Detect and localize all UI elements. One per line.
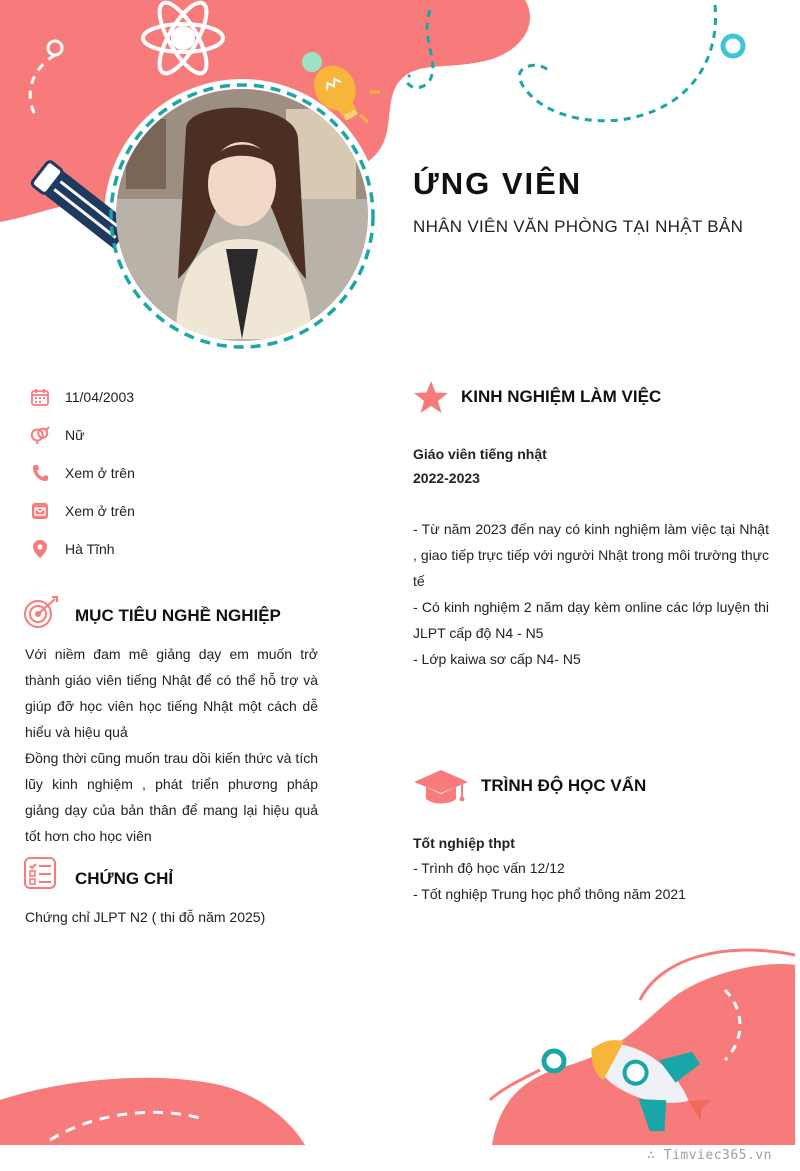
location-value: Hà Tĩnh <box>65 541 115 557</box>
birthdate-value: 11/04/2003 <box>65 389 135 405</box>
checklist-icon <box>24 857 56 894</box>
experience-line: - Có kinh nghiệm 2 năm dạy kèm online các lớp luyện thi JLPT cấp độ N4 - N5 <box>413 599 769 641</box>
certificate-item: Chứng chỉ JLPT N2 ( thi đỗ năm 2025) <box>25 909 266 925</box>
experience-position: Giáo viên tiếng nhật <box>413 446 547 462</box>
objective-text <box>25 641 318 849</box>
graduation-cap-icon <box>413 768 469 811</box>
info-phone <box>30 462 135 484</box>
certificates-heading: CHỨNG CHỈ <box>75 869 174 888</box>
experience-description <box>413 516 769 672</box>
education-school: Tốt nghiệp thpt <box>413 835 515 851</box>
info-gender <box>30 424 85 446</box>
info-location <box>30 538 115 560</box>
gender-icon <box>30 425 50 445</box>
calendar-icon <box>30 387 50 407</box>
phone-icon <box>30 463 50 483</box>
email-value: Xem ở trên <box>65 503 135 519</box>
gender-value: Nữ <box>65 427 85 443</box>
experience-line: - Lớp kaiwa sơ cấp N4- N5 <box>413 651 581 667</box>
star-icon <box>413 380 449 419</box>
education-line: - Tốt nghiệp Trung học phổ thông năm 2021 <box>413 886 686 902</box>
objective-paragraph: Đồng thời cũng muốn trau dồi kiến thức và tích lũy kinh nghiệm , phát triển phương pháp giảng dạy của bản thân để mang lại hiệu quả tốt hơn cho học viên <box>25 750 318 844</box>
candidate-name: ỨNG VIÊN <box>413 166 583 201</box>
target-icon <box>24 596 60 635</box>
experience-period: 2022-2023 <box>413 470 480 486</box>
phone-value: Xem ở trên <box>65 465 135 481</box>
objective-heading: MỤC TIÊU NGHỀ NGHIỆP <box>75 606 281 625</box>
email-icon <box>30 501 50 521</box>
avatar <box>116 89 368 341</box>
education-line: - Trình độ học vấn 12/12 <box>413 860 565 876</box>
footer-brand[interactable]: ∴ Timviec365.vn <box>647 1148 772 1163</box>
info-email <box>30 500 135 522</box>
objective-paragraph: Với niềm đam mê giảng dạy em muốn trở thành giáo viên tiếng Nhật để có thể hỗ trợ và giúp đỡ học viên học tiếng Nhật một cách dễ hiểu và hiệu quả <box>25 646 318 740</box>
location-icon <box>30 539 50 559</box>
experience-line: - Từ năm 2023 đến nay có kinh nghiệm làm việc tại Nhật , giao tiếp trực tiếp với người Nhật trong môi trường thực tế <box>413 521 769 589</box>
job-title: NHÂN VIÊN VĂN PHÒNG TẠI NHẬT BẢN <box>413 217 744 236</box>
experience-heading: KINH NGHIỆM LÀM VIỆC <box>461 387 662 406</box>
info-birthdate <box>30 386 135 408</box>
avatar-photo <box>116 89 368 341</box>
education-heading: TRÌNH ĐỘ HỌC VẤN <box>481 776 647 795</box>
